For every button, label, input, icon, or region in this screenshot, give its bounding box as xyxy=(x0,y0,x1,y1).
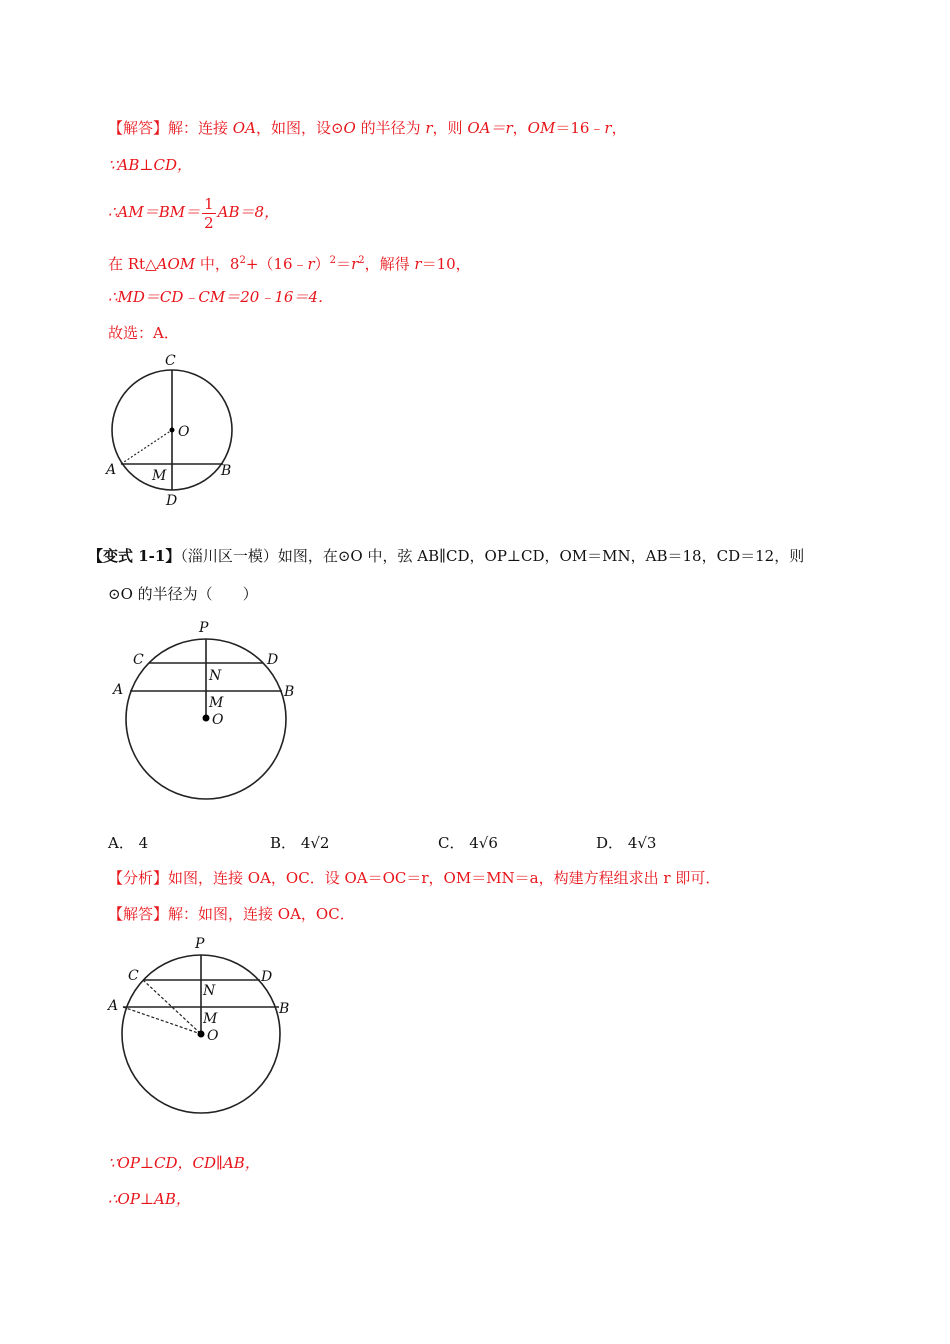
fig3-label-b: B xyxy=(279,1001,290,1017)
fig3-label-o: O xyxy=(207,1028,219,1044)
fig3-center-dot xyxy=(198,1031,205,1038)
fig3-label-d: D xyxy=(261,969,273,985)
fig1-segment-oa xyxy=(121,430,172,464)
solution1-line2: ∵AB⊥CD， xyxy=(108,156,193,174)
fig2-label-c: C xyxy=(133,652,144,668)
variant-line1: 【变式 1-1】（淄川区一模）如图，在⊙O 中，弦 AB∥CD，OP⊥CD，OM＝MN，AB＝18，CD＝12，则 xyxy=(88,547,805,565)
fig1-label-c: C xyxy=(165,353,176,369)
figure3-circle-diagram xyxy=(100,930,300,1120)
fig1-center-dot xyxy=(170,428,175,433)
analysis-line: 【分析】如图，连接 OA，OC．设 OA＝OC＝r，OM＝MN＝a，构建方程组求出 r 即可． xyxy=(108,869,721,887)
fig3-label-n: N xyxy=(203,983,216,999)
fig3-segment-oa xyxy=(123,1007,201,1034)
fraction-one-half: $\frac{1}{2}$ xyxy=(204,194,214,232)
solution1-line1: 【解答】解：连接 OA，如图，设⊙O 的半径为 r，则 OA＝r，OM＝16﹣r， xyxy=(108,119,627,137)
fig1-label-d: D xyxy=(166,493,178,509)
fig1-label-m: M xyxy=(152,468,167,484)
step-line1: ∵OP⊥CD，CD∥AB， xyxy=(108,1154,260,1172)
solution1-line6: 故选：A． xyxy=(108,324,179,342)
fig2-label-m: M xyxy=(209,695,224,711)
option-c: C． 4√6 xyxy=(438,834,498,852)
option-b: B． 4√2 xyxy=(270,834,330,852)
fig1-label-b: B xyxy=(221,463,232,479)
fig2-label-p: P xyxy=(199,620,209,636)
step-line2: ∴OP⊥AB， xyxy=(108,1190,191,1208)
variant-line2: ⊙O 的半径为（ ） xyxy=(108,585,258,603)
fig1-label-a: A xyxy=(106,462,117,478)
fig1-label-o: O xyxy=(178,424,190,440)
fig2-label-d: D xyxy=(267,652,279,668)
fig3-label-c: C xyxy=(128,968,139,984)
figure2-circle-diagram xyxy=(105,614,305,804)
fig3-label-a: A xyxy=(108,998,119,1014)
solution1-line5: ∴MD＝CD﹣CM＝20﹣16＝4． xyxy=(108,288,333,306)
fig2-label-n: N xyxy=(209,668,222,684)
solution1-line3: ∴AM＝BM＝ $\frac{1}{2}$ AB＝8， xyxy=(108,194,280,232)
figure1-circle-diagram xyxy=(100,348,250,513)
fig2-label-o: O xyxy=(212,712,224,728)
fig3-label-p: P xyxy=(195,936,205,952)
fig3-label-m: M xyxy=(203,1011,218,1027)
option-d: D． 4√3 xyxy=(596,834,657,852)
fig2-label-a: A xyxy=(113,682,124,698)
option-a: A． 4 xyxy=(108,834,149,852)
fig2-label-b: B xyxy=(284,684,295,700)
solution2-line: 【解答】解：如图，连接 OA，OC． xyxy=(108,905,355,923)
solution1-line4: 在 Rt△AOM 中，$8^2+(16﹣r)^2=r^2$，解得 r＝10， xyxy=(108,255,471,273)
fig2-center-dot xyxy=(203,715,210,722)
